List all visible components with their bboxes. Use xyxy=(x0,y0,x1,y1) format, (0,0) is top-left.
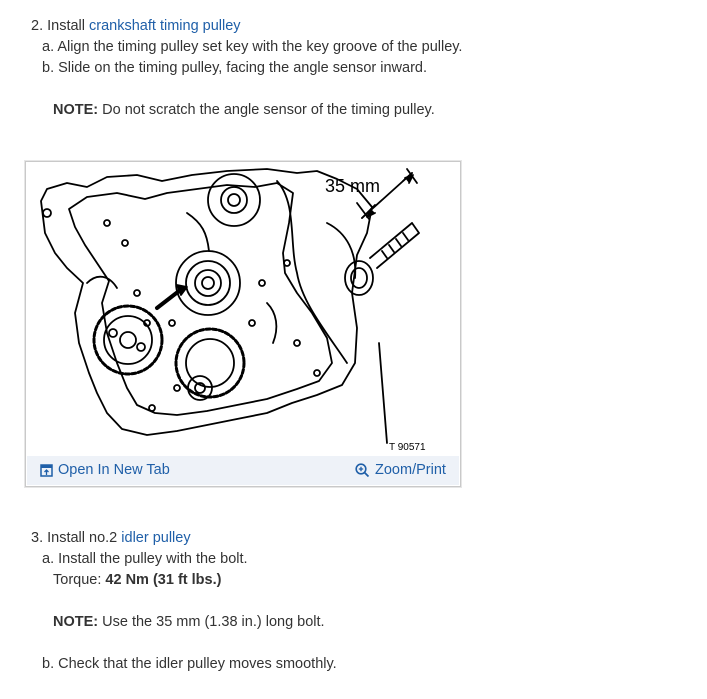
zoom-in-icon xyxy=(355,463,370,478)
step-2-note xyxy=(53,101,435,119)
torque-label: Torque: xyxy=(53,572,106,588)
zoom-print-label: Zoom/Print xyxy=(375,462,446,478)
engine-diagram xyxy=(27,163,459,456)
step-3-heading xyxy=(31,529,191,547)
step-3-number: 3. Install no.2 xyxy=(31,530,122,546)
step-3b: b. Check that the idler pulley moves smoothly. xyxy=(42,656,337,672)
open-new-tab-label: Open In New Tab xyxy=(58,462,170,478)
torque-value: 42 Nm (31 ft lbs.) xyxy=(105,572,222,588)
step-3-note xyxy=(53,613,325,631)
idler-pulley-link[interactable]: idler pulley xyxy=(121,530,191,546)
step-2a: a. Align the timing pulley set key with the key groove of the pulley. xyxy=(42,39,463,55)
note-text: Use the 35 mm (1.38 in.) long bolt. xyxy=(98,614,325,630)
crankshaft-timing-pulley-link[interactable]: crankshaft timing pulley xyxy=(89,18,241,34)
figure-code: T 90571 xyxy=(389,442,426,453)
step-3a: a. Install the pulley with the bolt. xyxy=(42,551,248,567)
figure-container xyxy=(25,161,461,487)
engine-diagram-svg xyxy=(27,163,459,456)
open-new-tab-icon xyxy=(40,464,53,477)
step-2b: b. Slide on the timing pulley, facing the angle sensor inward. xyxy=(42,60,428,76)
torque-spec xyxy=(53,571,221,589)
step-2-number: 2. Install xyxy=(31,18,90,34)
note-label: NOTE: xyxy=(53,102,99,118)
open-new-tab-button[interactable] xyxy=(40,462,170,478)
dimension-label: 35 mm xyxy=(325,176,381,196)
note-label: NOTE: xyxy=(53,614,99,630)
figure-toolbar xyxy=(27,456,459,485)
note-text: Do not scratch the angle sensor of the timing pulley. xyxy=(98,102,435,118)
zoom-print-button[interactable] xyxy=(355,462,446,478)
step-2-heading xyxy=(31,17,241,35)
